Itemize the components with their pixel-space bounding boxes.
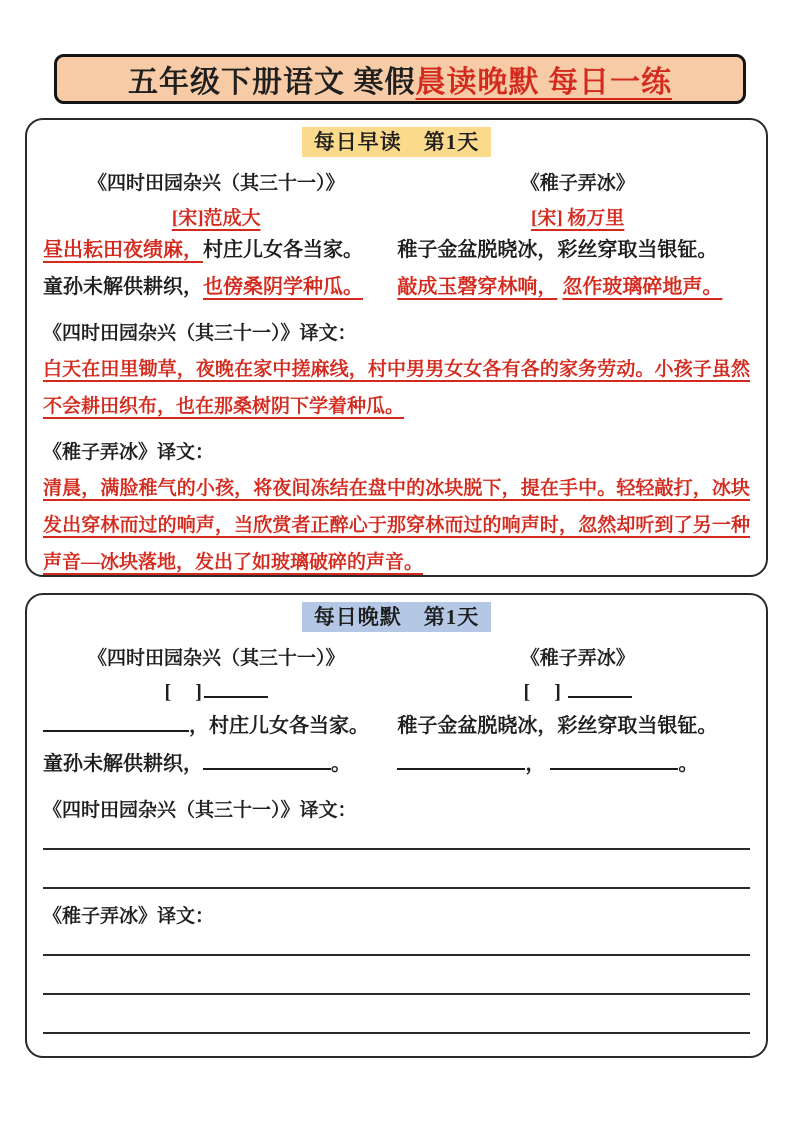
title-red-part: 晨读晚默 每日一练 [415,66,672,99]
poem1-column [43,161,389,306]
morning-banner-label: 每日早读 第1天 [302,127,492,157]
writing-line [43,995,750,1034]
morning-banner [43,127,750,157]
dynasty-bracket: [ ] [523,681,563,703]
poem2-author: [宋] 杨万里 [531,208,625,229]
evening-poem1-column [43,636,389,783]
dynasty-bracket: [ ] [164,681,204,703]
evening-poem1-author-blank [43,677,389,707]
verse-blank-line [203,749,331,770]
writing-line [43,850,750,889]
evening-poems-grid [43,636,750,783]
writing-line [43,931,750,956]
evening-banner-label: 每日晚默 第1天 [302,602,492,632]
morning-reading-section [25,118,768,577]
poem2-title: 《稚子弄冰》 [520,173,635,194]
poem2-column [397,161,758,306]
poem1-line1: 昼出耘田夜绩麻，村庄儿女各当家。 [43,239,363,261]
poem2-translation-heading: 《稚子弄冰》译文： [43,442,215,463]
evening-poem1-title: 《四时田园杂兴（其三十一）》 [87,648,345,669]
author-blank-line [204,677,268,698]
verse-blank-line [397,749,525,770]
evening-banner [43,602,750,632]
evening-poem1-line2: 童孙未解供耕织， 。 [43,745,389,783]
verse-blank-line [550,749,678,770]
verse-blank-line [43,711,189,732]
trans1-writing-lines [43,825,750,889]
poem2-line2: 敲成玉磬穿林响， 忽作玻璃碎地声。 [397,276,723,298]
evening-trans2-heading: 《稚子弄冰》译文： [43,906,215,927]
evening-poem2-title: 《稚子弄冰》 [520,648,635,669]
writing-line [43,825,750,850]
poem1-translation-text: 白天在田里锄草，夜晚在家中搓麻线，村中男男女女各有各的家务劳动。小孩子虽然不会耕田织布，也在那桑树阴下学着种瓜。 [43,359,750,417]
evening-poem2-column [397,636,758,783]
poems-grid [43,161,750,306]
trans2-writing-lines [43,931,750,1034]
poem2-translation-text: 清晨，满脸稚气的小孩，将夜间冻结在盘中的冰块脱下，提在手中。轻轻敲打，冰块发出穿林而过的响声，当欣赏者正醉心于那穿林而过的响声时，忽然却听到了另一种声音—冰块落地，发出了如玻璃破碎的声音。 [43,478,750,573]
poem1-line2: 童孙未解供耕织，也傍桑阴学种瓜。 [43,276,363,298]
poem1-translation-heading: 《四时田园杂兴（其三十一）》译文： [43,323,357,344]
worksheet-title-banner [54,54,746,104]
evening-trans1-heading: 《四时田园杂兴（其三十一）》译文： [43,800,357,821]
evening-dictation-section [25,593,768,1058]
evening-poem1-line1: ，村庄儿女各当家。 [43,707,389,745]
poem2-line1: 稚子金盆脱晓冰，彩丝穿取当银钲。 [397,239,718,261]
author-blank-line [568,677,632,698]
evening-poem2-line2: ， 。 [397,745,758,783]
title-black-part: 五年级下册语文 寒假 [128,66,416,99]
evening-poem2-author-blank [397,677,758,707]
evening-poem2-line1: 稚子金盆脱晓冰，彩丝穿取当银钲。 [397,715,718,737]
writing-line [43,956,750,995]
poem1-title: 《四时田园杂兴（其三十一）》 [87,173,345,194]
poem1-author: [宋]范成大 [171,208,261,229]
